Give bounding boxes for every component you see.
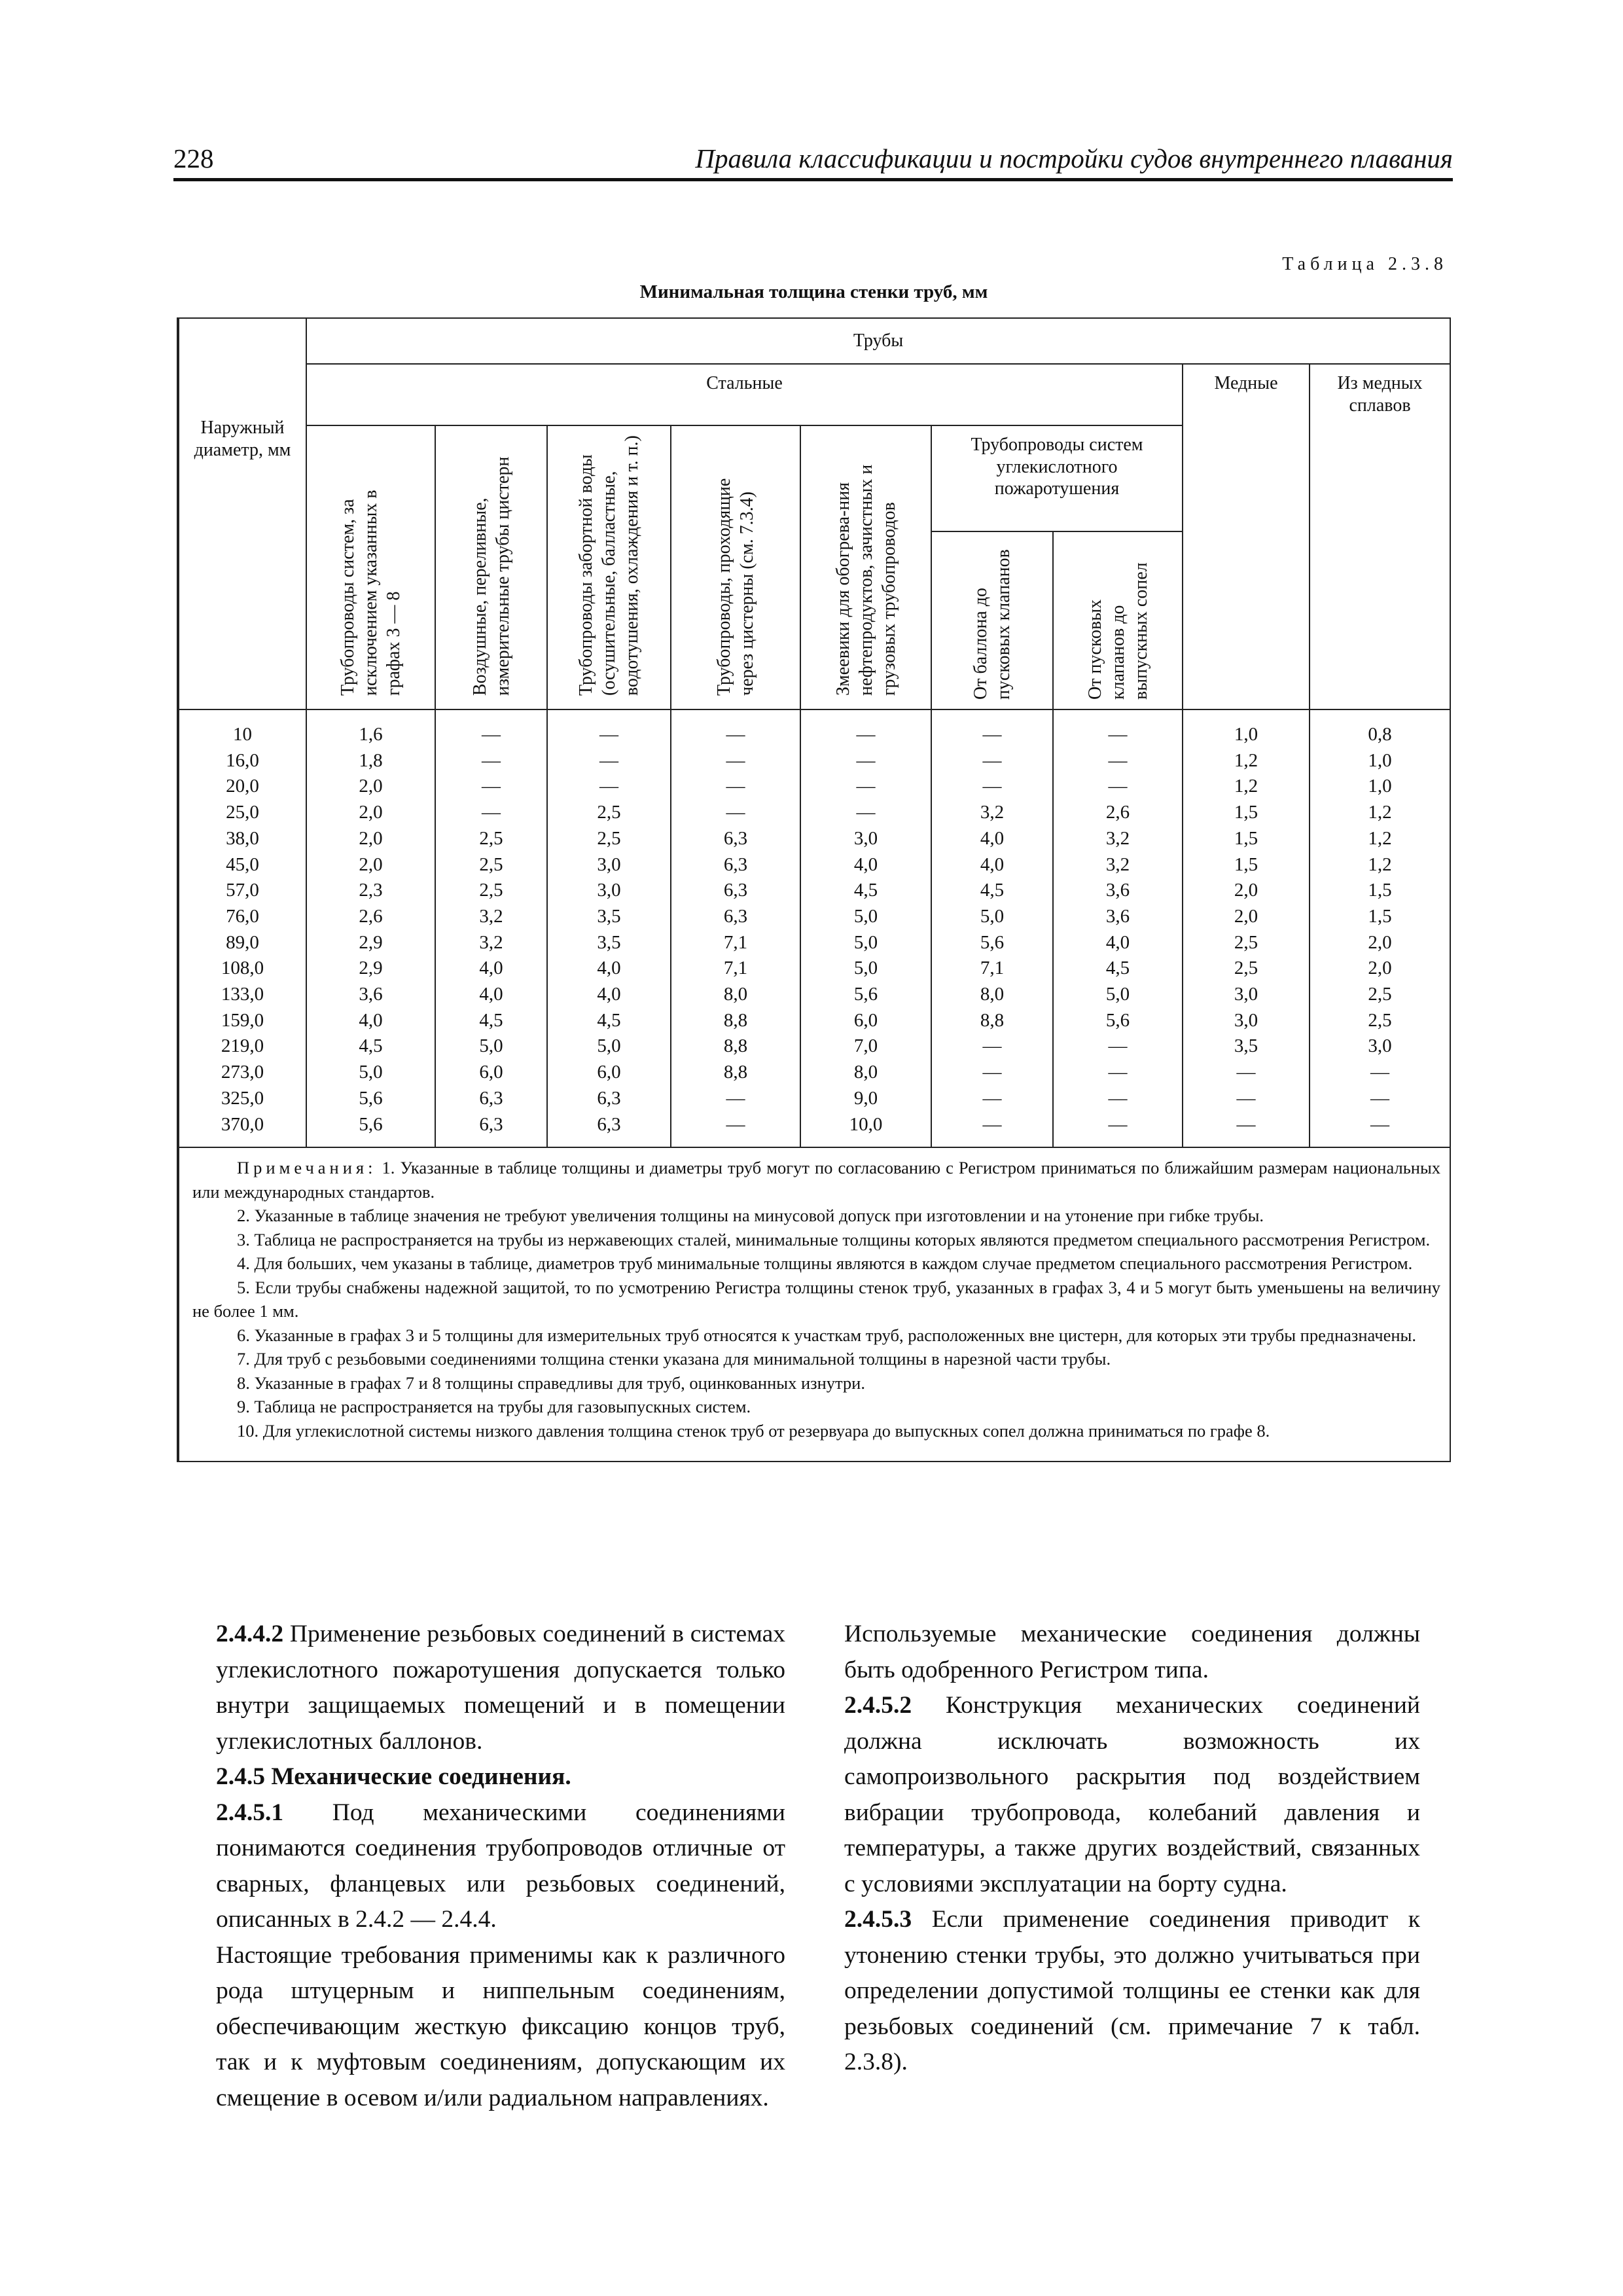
- diameter-cell: 20,0: [178, 774, 306, 800]
- thickness-cell: 4,0: [1053, 930, 1183, 956]
- thickness-cell: —: [800, 748, 931, 774]
- thickness-cell: 2,5: [1310, 1008, 1450, 1034]
- thickness-cell: 2,6: [306, 904, 435, 930]
- thickness-cell: 4,0: [306, 1008, 435, 1034]
- thickness-cell: 4,0: [547, 956, 671, 982]
- thickness-cell: 2,3: [306, 878, 435, 904]
- notes-label: Примечания:: [237, 1158, 377, 1178]
- thickness-cell: 3,2: [1053, 852, 1183, 878]
- diameter-cell: 89,0: [178, 930, 306, 956]
- thickness-cell: —: [1310, 1112, 1450, 1148]
- table-row: [178, 800, 1450, 826]
- thickness-cell: —: [931, 1033, 1053, 1060]
- thickness-cell: —: [671, 748, 800, 774]
- thickness-cell: 5,0: [1053, 982, 1183, 1008]
- thickness-cell: 8,0: [671, 982, 800, 1008]
- note-1: [192, 1156, 1440, 1204]
- header-diameter: Наружный диаметр, мм: [178, 318, 306, 709]
- thickness-cell: —: [1053, 1060, 1183, 1086]
- diameter-cell: 76,0: [178, 904, 306, 930]
- thickness-cell: 5,6: [306, 1086, 435, 1112]
- diameter-cell: 10: [178, 709, 306, 748]
- thickness-cell: 10,0: [800, 1112, 931, 1148]
- table-row: [178, 1033, 1450, 1060]
- note-4: 4. Для больших, чем указаны в таблице, диаметров труб минимальные толщины являются в каждом случае предметом специального рассмотрения Регистром.: [237, 1253, 1413, 1274]
- thickness-cell: 4,5: [306, 1033, 435, 1060]
- thickness-cell: 5,6: [1053, 1008, 1183, 1034]
- header-col5: [547, 425, 671, 709]
- diameter-cell: 57,0: [178, 878, 306, 904]
- thickness-cell: 1,2: [1310, 826, 1450, 852]
- thickness-cell: —: [671, 800, 800, 826]
- running-title: Правила классификации и постройки судов внутреннего плавания: [695, 143, 1453, 173]
- thickness-cell: —: [1183, 1060, 1310, 1086]
- thickness-cell: 2,5: [1183, 956, 1310, 982]
- thickness-cell: 5,0: [435, 1033, 547, 1060]
- note-5: 5. Если трубы снабжены надежной защитой, то по усмотрению Регистра толщины стенок труб, указанных в графах 3, 4 и 5 могут быть уменьшены на величину не более 1 мм.: [192, 1277, 1441, 1321]
- thickness-cell: —: [547, 748, 671, 774]
- table-label: Таблица 2.3.8: [1282, 254, 1448, 274]
- thickness-cell: 3,0: [1183, 982, 1310, 1008]
- thickness-cell: —: [435, 709, 547, 748]
- para-2-4-5-1-number: 2.4.5.1: [216, 1799, 284, 1826]
- thickness-cell: 3,2: [1053, 826, 1183, 852]
- pipe-thickness-table: [177, 317, 1451, 1462]
- thickness-cell: —: [931, 1086, 1053, 1112]
- thickness-cell: 1,2: [1310, 852, 1450, 878]
- table-row: [178, 709, 1450, 748]
- header-col3-text: Трубопроводы систем, за исключением указанных в графах 3 — 8: [338, 490, 404, 696]
- thickness-cell: 7,0: [800, 1033, 931, 1060]
- thickness-cell: 3,6: [1053, 878, 1183, 904]
- thickness-cell: 6,3: [547, 1112, 671, 1148]
- table-row: [178, 956, 1450, 982]
- page-header: [173, 143, 1453, 181]
- header-copper-alloy: Из медных сплавов: [1310, 364, 1450, 709]
- thickness-cell: —: [435, 800, 547, 826]
- thickness-cell: 5,0: [547, 1033, 671, 1060]
- thickness-cell: 3,0: [800, 826, 931, 852]
- para-approved-type: Используемые механические соединения должны быть одобренного Регистром типа.: [844, 1621, 1420, 1683]
- thickness-cell: 5,0: [800, 904, 931, 930]
- thickness-cell: 4,5: [1053, 956, 1183, 982]
- diameter-cell: 159,0: [178, 1008, 306, 1034]
- table-row: [178, 878, 1450, 904]
- thickness-cell: 4,0: [547, 982, 671, 1008]
- thickness-cell: 0,8: [1310, 709, 1450, 748]
- thickness-cell: 3,0: [1183, 1008, 1310, 1034]
- header-col7-text: Змеевики для обогрева-ния нефтепродуктов, зачистных и грузовых трубопроводов: [832, 464, 899, 696]
- thickness-cell: 3,0: [547, 878, 671, 904]
- table-row: [178, 1086, 1450, 1112]
- header-col9-text: От пусковых клапанов до выпускных сопел: [1084, 562, 1151, 700]
- thickness-cell: 5,0: [931, 904, 1053, 930]
- thickness-cell: 1,5: [1183, 852, 1310, 878]
- note-6: 6. Указанные в графах 3 и 5 толщины для измерительных труб относятся к участкам труб, расположенных вне цистерн, для которых эти трубы предназначены.: [237, 1325, 1416, 1345]
- para-2-4-4-2-text: Применение резьбовых соединений в системах углекислотного пожаротушения допускается только внутри защищаемых помещений и в помещении углекислотных баллонов.: [216, 1621, 785, 1755]
- thickness-cell: 1,5: [1183, 826, 1310, 852]
- table-notes: [178, 1147, 1450, 1462]
- thickness-cell: 1,2: [1183, 774, 1310, 800]
- thickness-cell: 5,6: [800, 982, 931, 1008]
- thickness-cell: —: [800, 774, 931, 800]
- header-col6: [671, 425, 800, 709]
- diameter-cell: 45,0: [178, 852, 306, 878]
- thickness-cell: 3,5: [1183, 1033, 1310, 1060]
- thickness-cell: —: [671, 1112, 800, 1148]
- thickness-cell: 3,5: [547, 904, 671, 930]
- thickness-cell: 5,0: [800, 956, 931, 982]
- thickness-cell: —: [671, 1086, 800, 1112]
- note-7: 7. Для труб с резьбовыми соединениями толщина стенки указана для минимальной толщины в нарезной части трубы.: [237, 1349, 1111, 1369]
- thickness-cell: 1,6: [306, 709, 435, 748]
- thickness-cell: —: [435, 748, 547, 774]
- thickness-cell: —: [671, 709, 800, 748]
- thickness-cell: 1,5: [1310, 904, 1450, 930]
- thickness-cell: —: [800, 709, 931, 748]
- thickness-cell: 8,0: [931, 982, 1053, 1008]
- header-copper: Медные: [1183, 364, 1310, 709]
- thickness-cell: —: [1053, 748, 1183, 774]
- thickness-cell: 6,0: [800, 1008, 931, 1034]
- thickness-cell: 7,1: [931, 956, 1053, 982]
- header-col5-text: Трубопроводы забортной воды (осушительные, балластные, водотушения, охлаждения и т. п.): [576, 435, 642, 696]
- thickness-cell: 4,0: [931, 826, 1053, 852]
- thickness-cell: 1,0: [1183, 709, 1310, 748]
- thickness-cell: —: [931, 774, 1053, 800]
- note-10: 10. Для углекислотной системы низкого давления толщина стенок труб от резервуара до выпускных сопел должна приниматься по графе 8.: [237, 1420, 1270, 1441]
- thickness-cell: —: [547, 709, 671, 748]
- thickness-cell: —: [547, 774, 671, 800]
- thickness-cell: —: [1053, 1112, 1183, 1148]
- para-2-4-5-2: [844, 1688, 1420, 1902]
- thickness-cell: 6,3: [435, 1112, 547, 1148]
- thickness-cell: 4,0: [931, 852, 1053, 878]
- diameter-cell: 273,0: [178, 1060, 306, 1086]
- thickness-cell: 2,0: [306, 800, 435, 826]
- thickness-cell: 3,6: [1053, 904, 1183, 930]
- thickness-cell: 8,8: [671, 1008, 800, 1034]
- note-8: 8. Указанные в графах 7 и 8 толщины справедливы для труб, оцинкованных изнутри.: [237, 1372, 865, 1393]
- thickness-cell: 7,1: [671, 956, 800, 982]
- thickness-cell: 8,8: [671, 1060, 800, 1086]
- thickness-cell: 2,5: [435, 852, 547, 878]
- thickness-cell: 3,0: [1310, 1033, 1450, 1060]
- thickness-cell: 2,0: [1183, 904, 1310, 930]
- thickness-cell: 1,5: [1183, 800, 1310, 826]
- thickness-cell: 8,0: [800, 1060, 931, 1086]
- table-row: [178, 904, 1450, 930]
- thickness-cell: —: [671, 774, 800, 800]
- thickness-cell: 9,0: [800, 1086, 931, 1112]
- thickness-cell: 6,3: [671, 826, 800, 852]
- thickness-cell: —: [931, 748, 1053, 774]
- para-2-4-5-3-number: 2.4.5.3: [844, 1906, 912, 1933]
- thickness-cell: 5,6: [931, 930, 1053, 956]
- para-2-4-5-2-text: Конструкция механических соединений должна исключать возможность их самопроизвольного раскрытия под воздействием вибрации трубопровода, колебаний давления и температуры, а также других воздействий, связанных с условиями эксплуатации на борту судна.: [844, 1692, 1421, 1897]
- note-2: 2. Указанные в таблице значения не требуют увеличения толщины на минусовой допуск при изготовлении и на утонение при гибке трубы.: [237, 1206, 1264, 1226]
- para-2-4-4-2: [216, 1617, 785, 1759]
- thickness-cell: 1,8: [306, 748, 435, 774]
- thickness-cell: 1,0: [1310, 748, 1450, 774]
- thickness-cell: 3,6: [306, 982, 435, 1008]
- thickness-cell: 4,0: [435, 982, 547, 1008]
- thickness-cell: 4,5: [931, 878, 1053, 904]
- thickness-cell: —: [1053, 1033, 1183, 1060]
- thickness-cell: —: [1053, 1086, 1183, 1112]
- thickness-cell: 8,8: [931, 1008, 1053, 1034]
- header-col4-text: Воздушные, переливные, измерительные трубы цистерн: [469, 456, 513, 696]
- header-col9: [1053, 531, 1183, 709]
- diameter-cell: 133,0: [178, 982, 306, 1008]
- diameter-cell: 325,0: [178, 1086, 306, 1112]
- para-requirements: Настоящие требования применимы как к различного рода штуцерным и ниппельным соединениям, обеспечивающим жесткую фиксацию концов труб, так и к муфтовым соединениям, допускающим их смещение в осевом и/или радиальном направлениях.: [216, 1941, 785, 2111]
- thickness-cell: 4,0: [800, 852, 931, 878]
- header-col8: [931, 531, 1053, 709]
- diameter-cell: 108,0: [178, 956, 306, 982]
- thickness-cell: —: [435, 774, 547, 800]
- header-col7: [800, 425, 931, 709]
- para-2-4-5-2-number: 2.4.5.2: [844, 1692, 912, 1719]
- thickness-cell: 2,0: [306, 852, 435, 878]
- thickness-cell: 2,0: [1310, 930, 1450, 956]
- thickness-cell: 3,5: [547, 930, 671, 956]
- table-row: [178, 826, 1450, 852]
- thickness-cell: 6,0: [547, 1060, 671, 1086]
- thickness-cell: 6,3: [671, 904, 800, 930]
- thickness-cell: —: [931, 709, 1053, 748]
- thickness-cell: —: [1183, 1086, 1310, 1112]
- left-column: [216, 1617, 785, 2116]
- diameter-cell: 38,0: [178, 826, 306, 852]
- table-row: [178, 1060, 1450, 1086]
- diameter-cell: 25,0: [178, 800, 306, 826]
- thickness-cell: —: [1053, 774, 1183, 800]
- header-col8-text: От баллона до пусковых клапанов: [971, 548, 1014, 700]
- thickness-cell: 6,3: [547, 1086, 671, 1112]
- header-pipes: Трубы: [306, 318, 1450, 364]
- thickness-cell: 1,5: [1310, 878, 1450, 904]
- diameter-cell: 16,0: [178, 748, 306, 774]
- thickness-cell: 2,5: [547, 800, 671, 826]
- thickness-cell: 2,0: [1183, 878, 1310, 904]
- thickness-cell: —: [931, 1060, 1053, 1086]
- table-caption: Минимальная толщина стенки труб, мм: [639, 281, 988, 302]
- thickness-cell: 1,2: [1183, 748, 1310, 774]
- thickness-cell: 3,0: [547, 852, 671, 878]
- table-body: [178, 709, 1450, 1147]
- para-2-4-5-1: [216, 1795, 785, 1938]
- thickness-cell: 2,5: [1310, 982, 1450, 1008]
- thickness-cell: —: [1053, 709, 1183, 748]
- thickness-cell: 6,3: [671, 852, 800, 878]
- para-2-4-5-3-text: Если применение соединения приводит к утонению стенки трубы, это должно учитываться при определении допустимой толщины ее стенки как для резьбовых соединений (см. примечание 7 к табл. 2.3.8).: [844, 1906, 1420, 2075]
- thickness-cell: —: [800, 800, 931, 826]
- table-row: [178, 852, 1450, 878]
- thickness-cell: 4,5: [435, 1008, 547, 1034]
- thickness-cell: 6,3: [435, 1086, 547, 1112]
- thickness-cell: 5,6: [306, 1112, 435, 1148]
- note-3: 3. Таблица не распространяется на трубы из нержавеющих сталей, минимальные толщины которых являются предметом специального рассмотрения Регистром.: [237, 1229, 1431, 1249]
- thickness-cell: —: [931, 1112, 1053, 1148]
- heading-2-4-5: 2.4.5 Механические соединения.: [216, 1763, 571, 1790]
- table-row: [178, 930, 1450, 956]
- header-col6-text: Трубопроводы, проходящие через цистерны (см. 7.3.4): [714, 478, 757, 696]
- para-2-4-5-1-text: Под механическими соединениями понимаются соединения трубопроводов отличные от сварных, фланцевых или резьбовых соединений, описанных в 2.4.2 — 2.4.4.: [216, 1799, 785, 1933]
- para-2-4-4-2-number: 2.4.4.2: [216, 1621, 284, 1647]
- header-co2-group: Трубопроводы систем углекислотного пожаротушения: [931, 425, 1183, 531]
- thickness-cell: 4,5: [547, 1008, 671, 1034]
- thickness-cell: 2,0: [306, 826, 435, 852]
- thickness-cell: —: [1310, 1086, 1450, 1112]
- thickness-cell: —: [1183, 1112, 1310, 1148]
- thickness-cell: 7,1: [671, 930, 800, 956]
- thickness-cell: 2,5: [435, 826, 547, 852]
- thickness-cell: 3,2: [435, 904, 547, 930]
- thickness-cell: 4,0: [435, 956, 547, 982]
- thickness-cell: 5,0: [306, 1060, 435, 1086]
- thickness-cell: 2,9: [306, 956, 435, 982]
- table-row: [178, 1112, 1450, 1148]
- thickness-cell: 2,5: [435, 878, 547, 904]
- thickness-cell: 1,0: [1310, 774, 1450, 800]
- thickness-cell: 6,0: [435, 1060, 547, 1086]
- thickness-cell: 3,2: [435, 930, 547, 956]
- table-row: [178, 1008, 1450, 1034]
- diameter-cell: 370,0: [178, 1112, 306, 1148]
- table-row: [178, 982, 1450, 1008]
- table-row: [178, 748, 1450, 774]
- thickness-cell: 3,2: [931, 800, 1053, 826]
- thickness-cell: 2,9: [306, 930, 435, 956]
- thickness-cell: 8,8: [671, 1033, 800, 1060]
- thickness-cell: 5,0: [800, 930, 931, 956]
- thickness-cell: 2,5: [547, 826, 671, 852]
- header-col3: [306, 425, 435, 709]
- thickness-cell: 2,6: [1053, 800, 1183, 826]
- thickness-cell: —: [1310, 1060, 1450, 1086]
- header-col4: [435, 425, 547, 709]
- table-row: [178, 774, 1450, 800]
- right-column: [844, 1617, 1420, 2081]
- diameter-cell: 219,0: [178, 1033, 306, 1060]
- header-steel: Стальные: [306, 364, 1183, 425]
- thickness-cell: 4,5: [800, 878, 931, 904]
- thickness-cell: 1,2: [1310, 800, 1450, 826]
- note-1-text: 1. Указанные в таблице толщины и диаметры труб могут по согласованию с Регистром приниматься по ближайшим размерам национальных или международных стандартов.: [192, 1158, 1441, 1202]
- page-number: 228: [173, 143, 214, 173]
- thickness-cell: 6,3: [671, 878, 800, 904]
- note-9: 9. Таблица не распространяется на трубы для газовыпускных систем.: [237, 1397, 751, 1417]
- thickness-cell: 2,0: [306, 774, 435, 800]
- thickness-cell: 2,5: [1183, 930, 1310, 956]
- para-2-4-5-3: [844, 1902, 1420, 2081]
- thickness-cell: 2,0: [1310, 956, 1450, 982]
